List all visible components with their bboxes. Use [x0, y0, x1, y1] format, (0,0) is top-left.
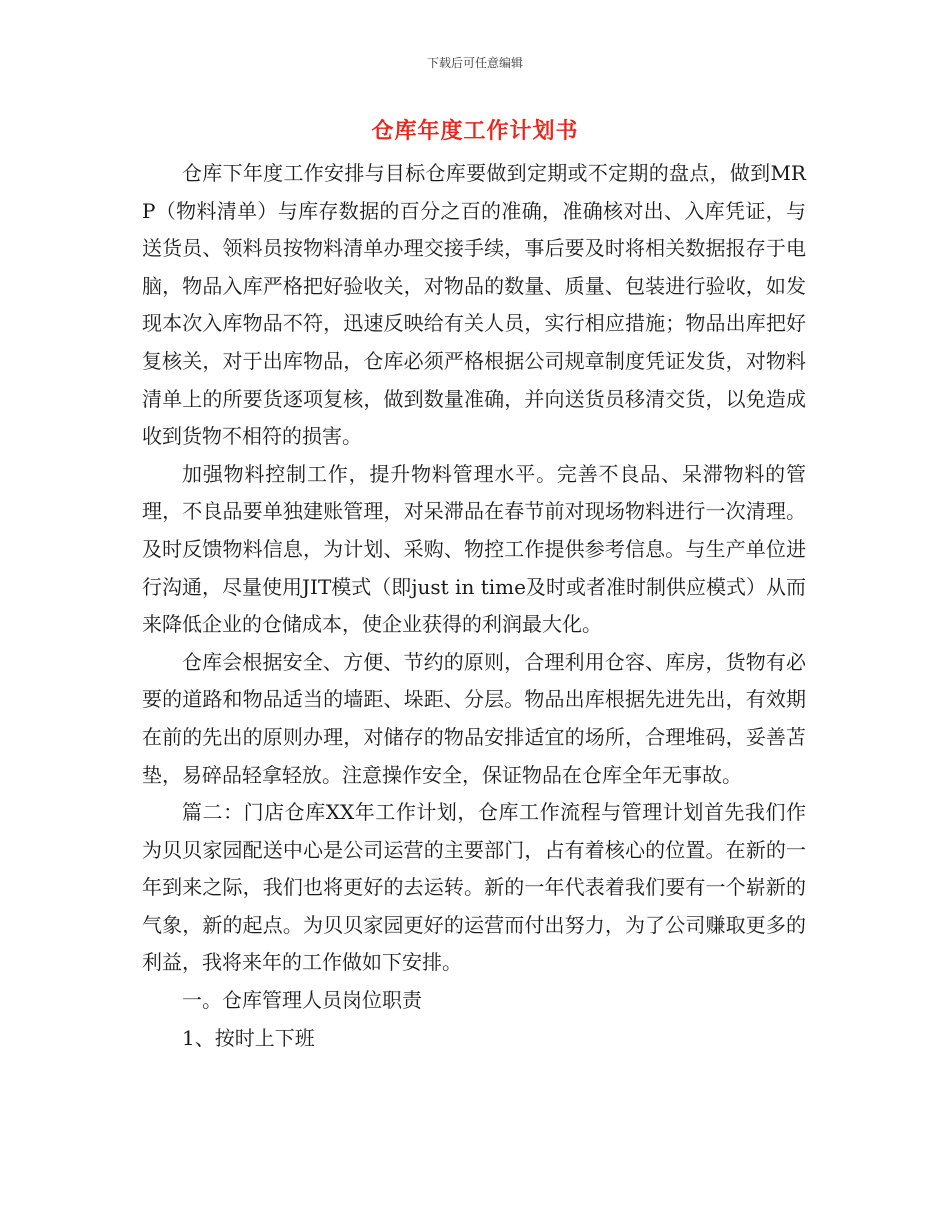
- list-item: 1、按时上下班: [182, 1025, 315, 1050]
- paragraph-3: 仓库会根据安全、方便、节约的原则，合理利用仓容、库房，货物有必要的道路和物品适当的墙距、垛距、分层。物品出库根据先进先出，有效期在前的先出的原则办理，对储存的物品安排适宜的场所，合理堆码，妥善苫垫，易碎品轻拿轻放。注意操作安全，保证物品在仓库全年无事故。: [142, 649, 806, 787]
- paragraph-4: 篇二：门店仓库XX年工作计划，仓库工作流程与管理计划首先我们作为贝贝家园配送中心是公司运营的主要部门，占有着核心的位置。在新的一年到来之际，我们也将更好的去运转。新的一年代表着我们要有一个崭新的气象，新的起点。为贝贝家园更好的运营而付出努力，为了公司赚取更多的利益，我将来年的工作做如下安排。: [142, 800, 806, 975]
- document-body: [142, 155, 806, 1057]
- document-title: 仓库年度工作计划书: [371, 118, 579, 144]
- paragraph-2: 加强物料控制工作，提升物料管理水平。完善不良品、呆滞物料的管理，不良品要单独建账管理，对呆滞品在春节前对现场物料进行一次清理。及时反馈物料信息，为计划、采购、物控工作提供参考信息。与生产单位进行沟通，尽量使用JIT模式（即just in time及时或者准时制供应模式）从而来降低企业的仓储成本，使企业获得的利润最大化。: [142, 461, 806, 637]
- header-note: 下载后可任意编辑: [426, 56, 523, 70]
- section-heading: 一。仓库管理人员岗位职责: [182, 988, 422, 1013]
- paragraph-1: 仓库下年度工作安排与目标仓库要做到定期或不定期的盘点，做到MRP（物料清单）与库存数据的百分之百的准确，准确核对出、入库凭证，与送货员、领料员按物料清单办理交接手续，事后要及时将相关数据报存于电脑，物品入库严格把好验收关，对物品的数量、质量、包装进行验收，如发现本次入库物品不符，迅速反映给有关人员，实行相应措施；物品出库把好复核关，对于出库物品，仓库必须严格根据公司规章制度凭证发货，对物料清单上的所要货逐项复核，做到数量准确，并向送货员移清交货，以免造成收到货物不相符的损害。: [142, 161, 806, 449]
